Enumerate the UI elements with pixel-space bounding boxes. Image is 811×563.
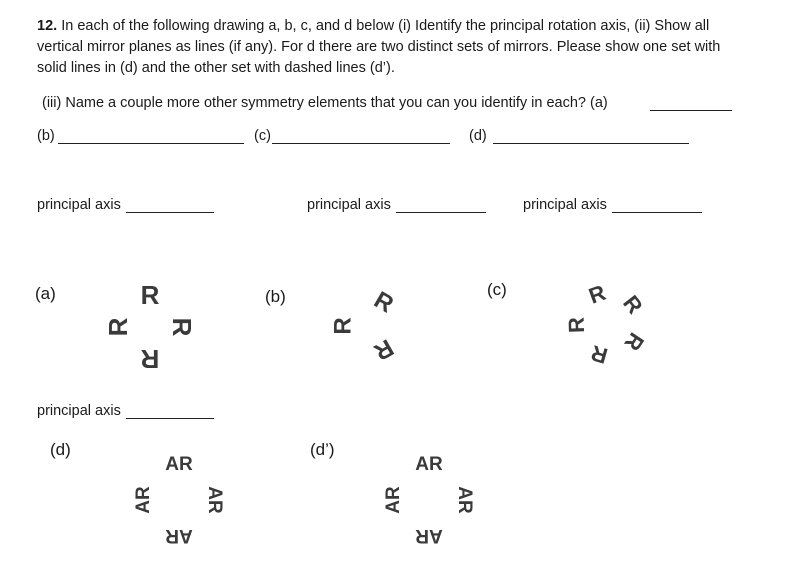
figure-b-glyph-1: R <box>369 286 398 319</box>
principal-axis-blank-a[interactable] <box>126 198 214 213</box>
figure-d-glyph-4: AR <box>133 486 155 514</box>
figure-d-glyph-2: AR <box>203 486 225 514</box>
figure-c-glyph-5: R <box>563 316 590 334</box>
question-body: In each of the following drawing a, b, c, and d below (i) Identify the principal rotation axis, (ii) Show all vertical mirror planes as lines (if any). For d there are two distinct sets of mirrors. Please show one set with solid lines in (d) and the other set with dashed lines (d’). <box>37 18 721 76</box>
figure-a-glyph-4: R <box>102 317 133 337</box>
figure-c-glyph-2: R <box>618 290 648 319</box>
principal-axis-blank-b[interactable] <box>396 198 486 213</box>
figure-b-glyph-2: R <box>369 333 398 366</box>
principal-axis-label-c: principal axis <box>523 197 607 213</box>
answer-blank-d[interactable] <box>493 129 689 144</box>
figure-label-d: (d) <box>50 440 71 459</box>
figure-a-molecule <box>80 255 220 395</box>
figure-c-glyph-1: R <box>585 279 609 309</box>
part3-c-label: (c) <box>254 128 271 144</box>
figure-b-glyph-3: R <box>329 317 357 335</box>
answer-blank-c[interactable] <box>272 129 450 144</box>
principal-axis-label-d: principal axis <box>37 403 121 419</box>
figure-a-glyph-2: R <box>167 317 198 337</box>
figure-a-glyph-1: R <box>140 279 160 310</box>
figure-d-glyph-3: AR <box>165 524 193 546</box>
figure-label-a: (a) <box>35 284 56 303</box>
figure-dprime-molecule <box>365 440 495 560</box>
figure-dprime-glyph-1: AR <box>415 454 443 476</box>
figure-dprime-glyph-4: AR <box>383 486 405 514</box>
part3-b-label: (b) <box>37 128 55 144</box>
figure-d-molecule <box>115 440 245 560</box>
part3-line <box>42 95 608 111</box>
figure-label-b: (b) <box>265 287 286 306</box>
answer-blank-b[interactable] <box>58 129 244 144</box>
principal-axis-label-b: principal axis <box>307 197 391 213</box>
question-text <box>37 16 737 79</box>
question-number: 12. <box>37 18 58 34</box>
part3-text: (iii) Name a couple more other symmetry elements that you can you identify in each? <box>42 95 586 111</box>
principal-axis-blank-d[interactable] <box>126 404 214 419</box>
figure-dprime-glyph-3: AR <box>415 524 443 546</box>
figure-c-glyph-3: R <box>619 328 650 356</box>
figure-b-molecule <box>318 268 428 388</box>
part3-a-label: (a) <box>590 95 608 111</box>
part3-d-label: (d) <box>469 128 487 144</box>
figure-c-molecule <box>544 262 674 387</box>
figure-d-glyph-1: AR <box>165 454 193 476</box>
figure-label-c: (c) <box>487 280 507 299</box>
figure-c-glyph-4: R <box>588 340 611 369</box>
principal-axis-blank-c[interactable] <box>612 198 702 213</box>
figure-a-glyph-3: R <box>140 344 160 375</box>
figure-label-dprime: (d’) <box>310 440 335 459</box>
principal-axis-label-a: principal axis <box>37 197 121 213</box>
answer-blank-a[interactable] <box>650 96 732 111</box>
figure-dprime-glyph-2: AR <box>453 486 475 514</box>
